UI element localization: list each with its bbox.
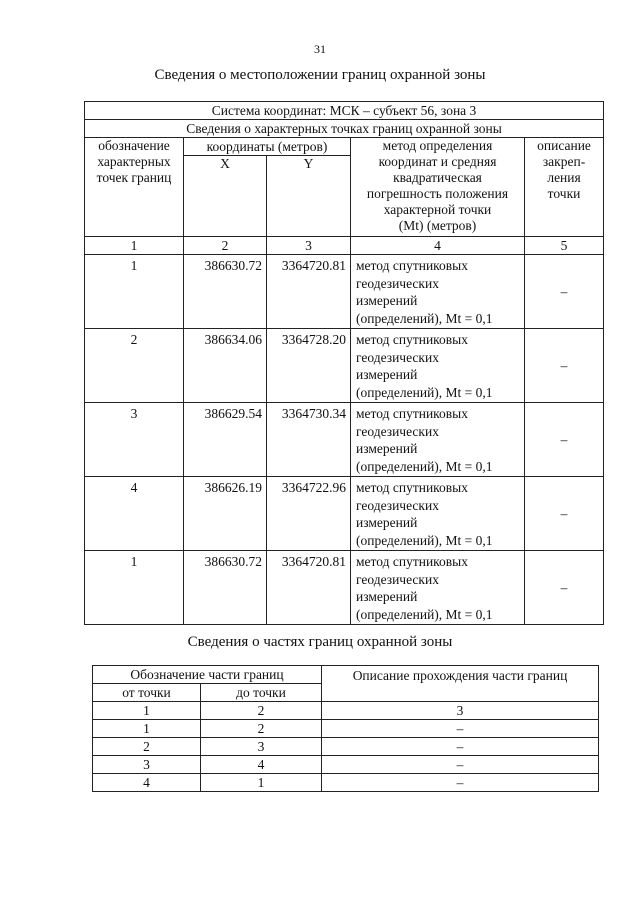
part-description-header-cell: Описание прохождения части границ [322,666,599,702]
column-index-cell: 1 [93,702,201,720]
to-point-cell: 4 [201,756,322,774]
to-point-cell: 3 [201,738,322,756]
points-info-header-cell: Сведения о характерных точках границ охранной зоны [85,120,604,138]
description-cell: – [525,551,604,625]
table-row [93,738,599,756]
method-line: измерений [356,293,418,308]
table-header-row [85,102,604,120]
y-cell: 3364728.20 [267,329,351,403]
header-line: координат и средняя [378,154,497,169]
part-description-cell: – [322,720,599,738]
column-index-cell: 5 [525,237,604,255]
from-point-header-cell: от точки [93,684,201,702]
method-line: (определений), Mt = 0,1 [356,606,493,622]
table-row [93,774,599,792]
boundary-points-table [84,101,604,625]
method-line: геодезических [356,275,439,291]
y-cell: 3364722.96 [267,477,351,551]
method-line: метод спутниковых [356,332,468,347]
header-line: (Mt) (метров) [398,218,477,233]
method-line: (определений), Mt = 0,1 [356,532,493,548]
table-row [85,403,604,477]
table-row [93,756,599,774]
header-line: описание [537,138,591,153]
header-line: погрешность положения [366,186,509,201]
to-point-cell: 1 [201,774,322,792]
method-line: измерений [356,441,418,456]
coordinate-system-cell: Система координат: МСК – субъект 56, зона 3 [85,102,604,120]
column-index-cell: 2 [201,702,322,720]
method-line: геодезических [356,571,439,587]
header-line: точки [547,186,581,201]
method-cell [351,403,525,477]
point-cell: 2 [85,329,184,403]
table-row [85,551,604,625]
x-cell: 386630.72 [184,551,267,625]
description-cell: – [525,403,604,477]
method-line: метод спутниковых [356,406,468,421]
table-row [85,255,604,329]
header-line: квадратическая [393,170,482,185]
method-cell [351,477,525,551]
method-line: (определений), Mt = 0,1 [356,384,493,400]
column-index-row [85,237,604,255]
method-line: геодезических [356,497,439,513]
to-point-header-cell: до точки [201,684,322,702]
method-line: метод спутниковых [356,554,468,569]
header-line: метод определения [382,138,493,153]
method-line: измерений [356,589,418,604]
table-row [85,477,604,551]
from-point-cell: 1 [93,720,201,738]
column-index-cell: 3 [322,702,599,720]
method-cell [351,329,525,403]
y-header-cell: Y [267,156,351,237]
x-header-cell: X [184,156,267,237]
table-header-row [93,666,599,684]
section-title-location: Сведения о местоположении границ охранной зоны [154,67,486,83]
boundary-parts-table [92,665,599,792]
column-index-cell: 3 [267,237,351,255]
method-line: измерений [356,367,418,382]
method-line: (определений), Mt = 0,1 [356,458,493,474]
point-cell: 1 [85,255,184,329]
page-number: 31 [314,42,326,56]
header-line: характерной точки [383,202,492,217]
section-title-parts: Сведения о частях границ охранной зоны [187,634,453,650]
method-header-cell [351,138,525,237]
method-line: метод спутниковых [356,480,468,495]
table-row [85,329,604,403]
header-line: характерных [97,154,171,169]
part-description-cell: – [322,774,599,792]
header-line: точек границ [96,170,172,185]
table-header-row [85,138,604,156]
part-designation-header-cell: Обозначение части границ [93,666,322,684]
method-cell [351,551,525,625]
coordinates-header-cell: координаты (метров) [184,138,351,156]
header-line: обозначение [98,138,170,153]
designation-header-cell [85,138,184,237]
description-cell: – [525,477,604,551]
to-point-cell: 2 [201,720,322,738]
x-cell: 386630.72 [184,255,267,329]
method-cell [351,255,525,329]
from-point-cell: 2 [93,738,201,756]
point-cell: 4 [85,477,184,551]
y-cell: 3364730.34 [267,403,351,477]
point-cell: 3 [85,403,184,477]
method-line: геодезических [356,349,439,365]
part-description-cell: – [322,738,599,756]
table-row [93,720,599,738]
from-point-cell: 3 [93,756,201,774]
column-index-row [93,702,599,720]
header-line: ления [547,170,581,185]
from-point-cell: 4 [93,774,201,792]
description-cell: – [525,255,604,329]
method-line: геодезических [356,423,439,439]
method-line: (определений), Mt = 0,1 [356,310,493,326]
method-line: метод спутниковых [356,258,468,273]
part-description-cell: – [322,756,599,774]
x-cell: 386634.06 [184,329,267,403]
y-cell: 3364720.81 [267,255,351,329]
column-index-cell: 4 [351,237,525,255]
header-line: закреп- [542,154,586,169]
table-header-row [85,120,604,138]
x-cell: 386626.19 [184,477,267,551]
x-cell: 386629.54 [184,403,267,477]
method-line: измерений [356,515,418,530]
column-index-cell: 1 [85,237,184,255]
description-cell: – [525,329,604,403]
point-cell: 1 [85,551,184,625]
column-index-cell: 2 [184,237,267,255]
description-header-cell [525,138,604,237]
y-cell: 3364720.81 [267,551,351,625]
